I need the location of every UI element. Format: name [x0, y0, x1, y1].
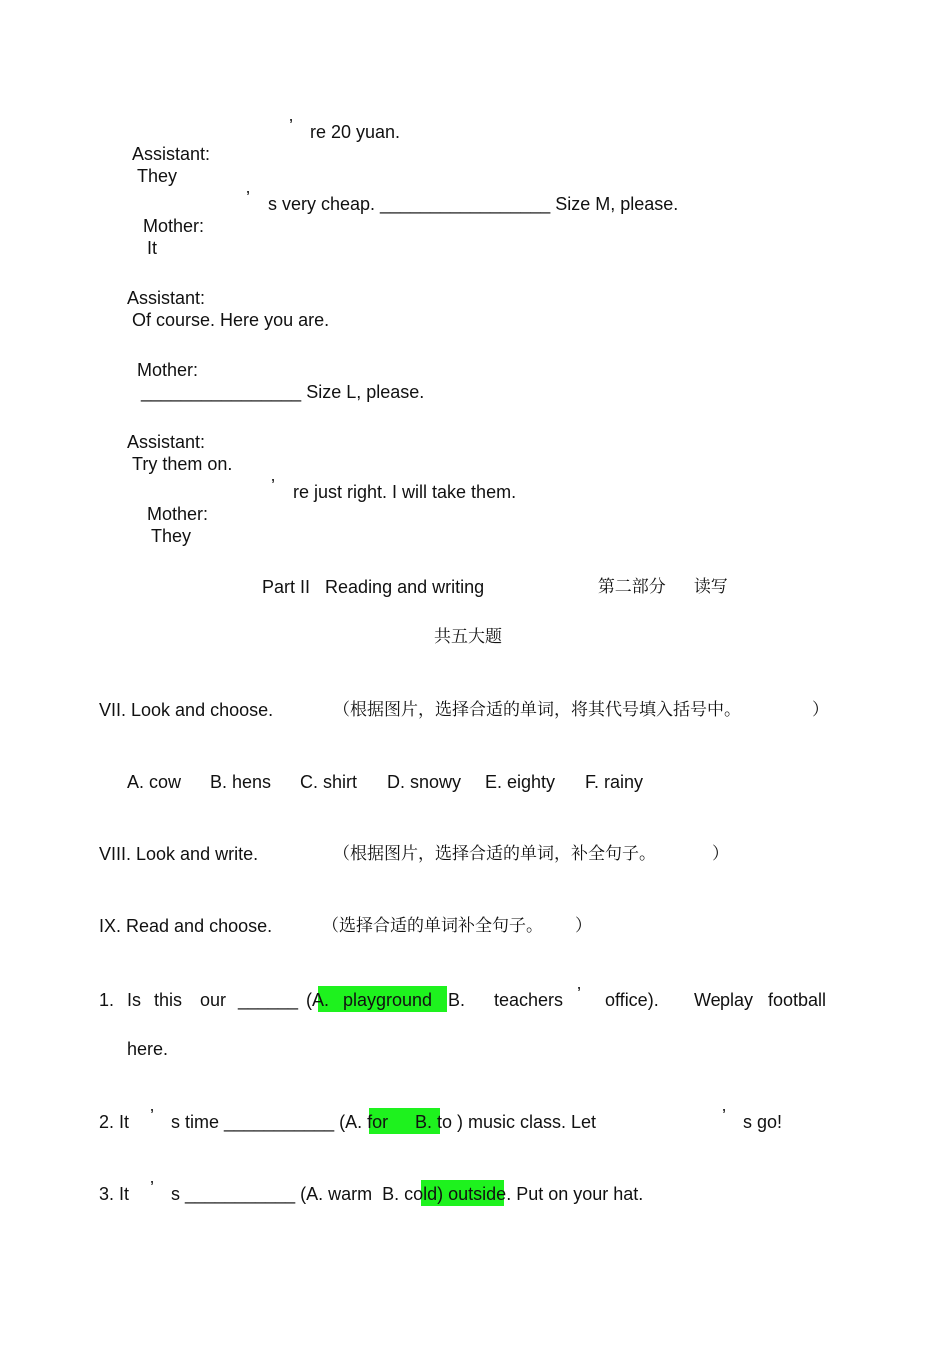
speaker: Assistant:	[132, 144, 211, 164]
speaker: Mother:	[137, 360, 199, 380]
part-title-zh: 读写	[693, 577, 728, 597]
dialogue-text: It	[147, 238, 158, 258]
section-title: VIII. Look and write.	[99, 844, 259, 864]
apostrophe: ’	[150, 1106, 154, 1126]
speaker: Mother:	[147, 504, 209, 524]
dialogue-text: ________________ Size L, please.	[141, 382, 425, 402]
section-instruction-close: ）	[712, 844, 729, 864]
q3-text: 3. It	[99, 1184, 130, 1204]
dialogue-line	[137, 481, 208, 547]
part-heading-zh	[587, 554, 728, 598]
dialogue-text: s very cheap. _________________ Size M, please.	[268, 194, 679, 214]
apostrophe: ’	[722, 1106, 726, 1126]
q1-word: We	[694, 990, 721, 1010]
dialogue-line	[118, 265, 329, 331]
section-title: VII. Look and choose.	[99, 700, 274, 720]
q1-word: office).	[605, 990, 659, 1010]
option: D. snowy	[387, 772, 462, 792]
apostrophe: ’	[246, 188, 250, 208]
dialogue-text: Try them on.	[132, 454, 233, 474]
q1-word: here.	[127, 1039, 169, 1059]
q1-option-a: playground	[343, 990, 433, 1010]
q1-word: football	[768, 990, 827, 1010]
q3-text: s ___________ (A. warm B. cold) outside. Put on your hat.	[171, 1184, 644, 1204]
q1-word: (A.	[306, 990, 330, 1010]
q1-word: B.	[448, 990, 466, 1010]
q1-word: Is	[127, 990, 142, 1010]
dialogue-text: re 20 yuan.	[310, 122, 401, 142]
dialogue-text: They	[137, 166, 178, 186]
apostrophe: ’	[577, 984, 581, 1004]
dialogue-line	[123, 121, 210, 187]
section-instruction: （选择合适的单词补全句子。	[322, 916, 543, 936]
speaker: Mother:	[143, 216, 205, 236]
dialogue-line	[127, 337, 424, 403]
q1-option-b: teachers	[494, 990, 564, 1010]
part-number: Part II	[262, 577, 311, 597]
section-instruction: （根据图片，选择合适的单词，将其代号填入括号中。	[333, 700, 741, 720]
option: C. shirt	[300, 772, 358, 792]
part-heading	[252, 554, 484, 598]
option: B. hens	[210, 772, 272, 792]
q2-text: s go!	[743, 1112, 783, 1132]
apostrophe: ’	[150, 1178, 154, 1198]
q2-text: s time ___________ (A. for	[171, 1112, 389, 1132]
q1-word: our	[200, 990, 227, 1010]
option: E. eighty	[485, 772, 556, 792]
part-title: Reading and writing	[325, 577, 485, 597]
section-instruction-close: ）	[575, 916, 592, 936]
q1-word: this	[154, 990, 183, 1010]
part-number-zh: 第二部分	[597, 577, 666, 597]
q1-blank: ______	[238, 990, 299, 1010]
section-title: IX. Read and choose.	[99, 916, 273, 936]
dialogue-text: re just right. I will take them.	[293, 482, 517, 502]
apostrophe: ’	[271, 476, 275, 496]
apostrophe: ’	[289, 116, 293, 136]
speaker: Assistant:	[127, 288, 206, 308]
speaker: Assistant:	[127, 432, 206, 452]
section-instruction: （根据图片，选择合适的单词，补全句子。	[333, 844, 656, 864]
q2-text: 2. It	[99, 1112, 130, 1132]
dialogue-text: They	[151, 526, 192, 546]
dialogue-line	[133, 193, 204, 259]
q1-word: play	[720, 990, 754, 1010]
q2-text: B. to ) music class. Let	[415, 1112, 597, 1132]
dialogue-line	[118, 409, 232, 475]
dialogue-text: Of course. Here you are.	[132, 310, 330, 330]
section-instruction-close: ）	[812, 700, 829, 720]
part-subtitle: 共五大题	[434, 627, 502, 647]
option: F. rainy	[585, 772, 644, 792]
q1-word: 1.	[99, 990, 115, 1010]
option: A. cow	[127, 772, 182, 792]
